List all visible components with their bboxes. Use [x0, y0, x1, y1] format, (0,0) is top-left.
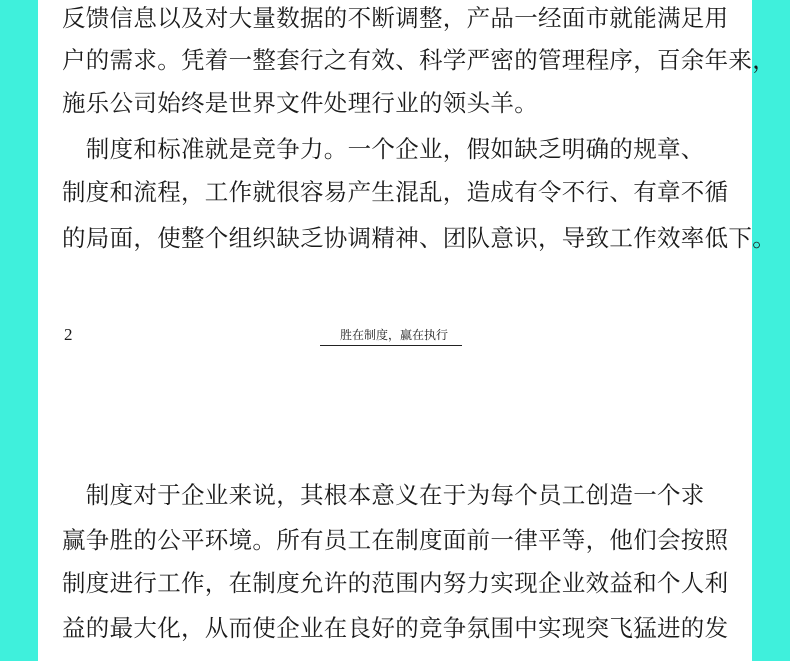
- running-header: 胜在制度，赢在执行: [340, 328, 449, 342]
- body-text-line: 反馈信息以及对大量数据的不断调整，产品一经面市就能满足用: [62, 4, 729, 32]
- header-rule: [320, 345, 462, 346]
- body-text-line: 制度进行工作，在制度允许的范围内努力实现企业效益和个人利: [62, 569, 729, 597]
- paragraph-start-line: 制度对于企业来说，其根本意义在于为每个员工创造一个求: [62, 481, 705, 509]
- page-number: 2: [64, 325, 73, 344]
- body-text-line: 益的最大化，从而使企业在良好的竞争氛围中实现突飞猛进的发: [62, 614, 729, 642]
- body-text-line: 赢争胜的公平环境。所有员工在制度面前一律平等，他们会按照: [62, 526, 729, 554]
- body-text-line: 制度和流程，工作就很容易产生混乱，造成有令不行、有章不循: [62, 178, 729, 206]
- body-text-line: 的局面，使整个组织缺乏协调精神、团队意识，导致工作效率低下。: [62, 224, 776, 252]
- body-text-line: 施乐公司始终是世界文件处理行业的领头羊。: [62, 89, 538, 117]
- body-text-line: 户的需求。凭着一整套行之有效、科学严密的管理程序，百余年来，: [62, 46, 776, 74]
- paragraph-start-line: 制度和标准就是竞争力。一个企业，假如缺乏明确的规章、: [62, 135, 705, 163]
- document-page: [38, 0, 776, 661]
